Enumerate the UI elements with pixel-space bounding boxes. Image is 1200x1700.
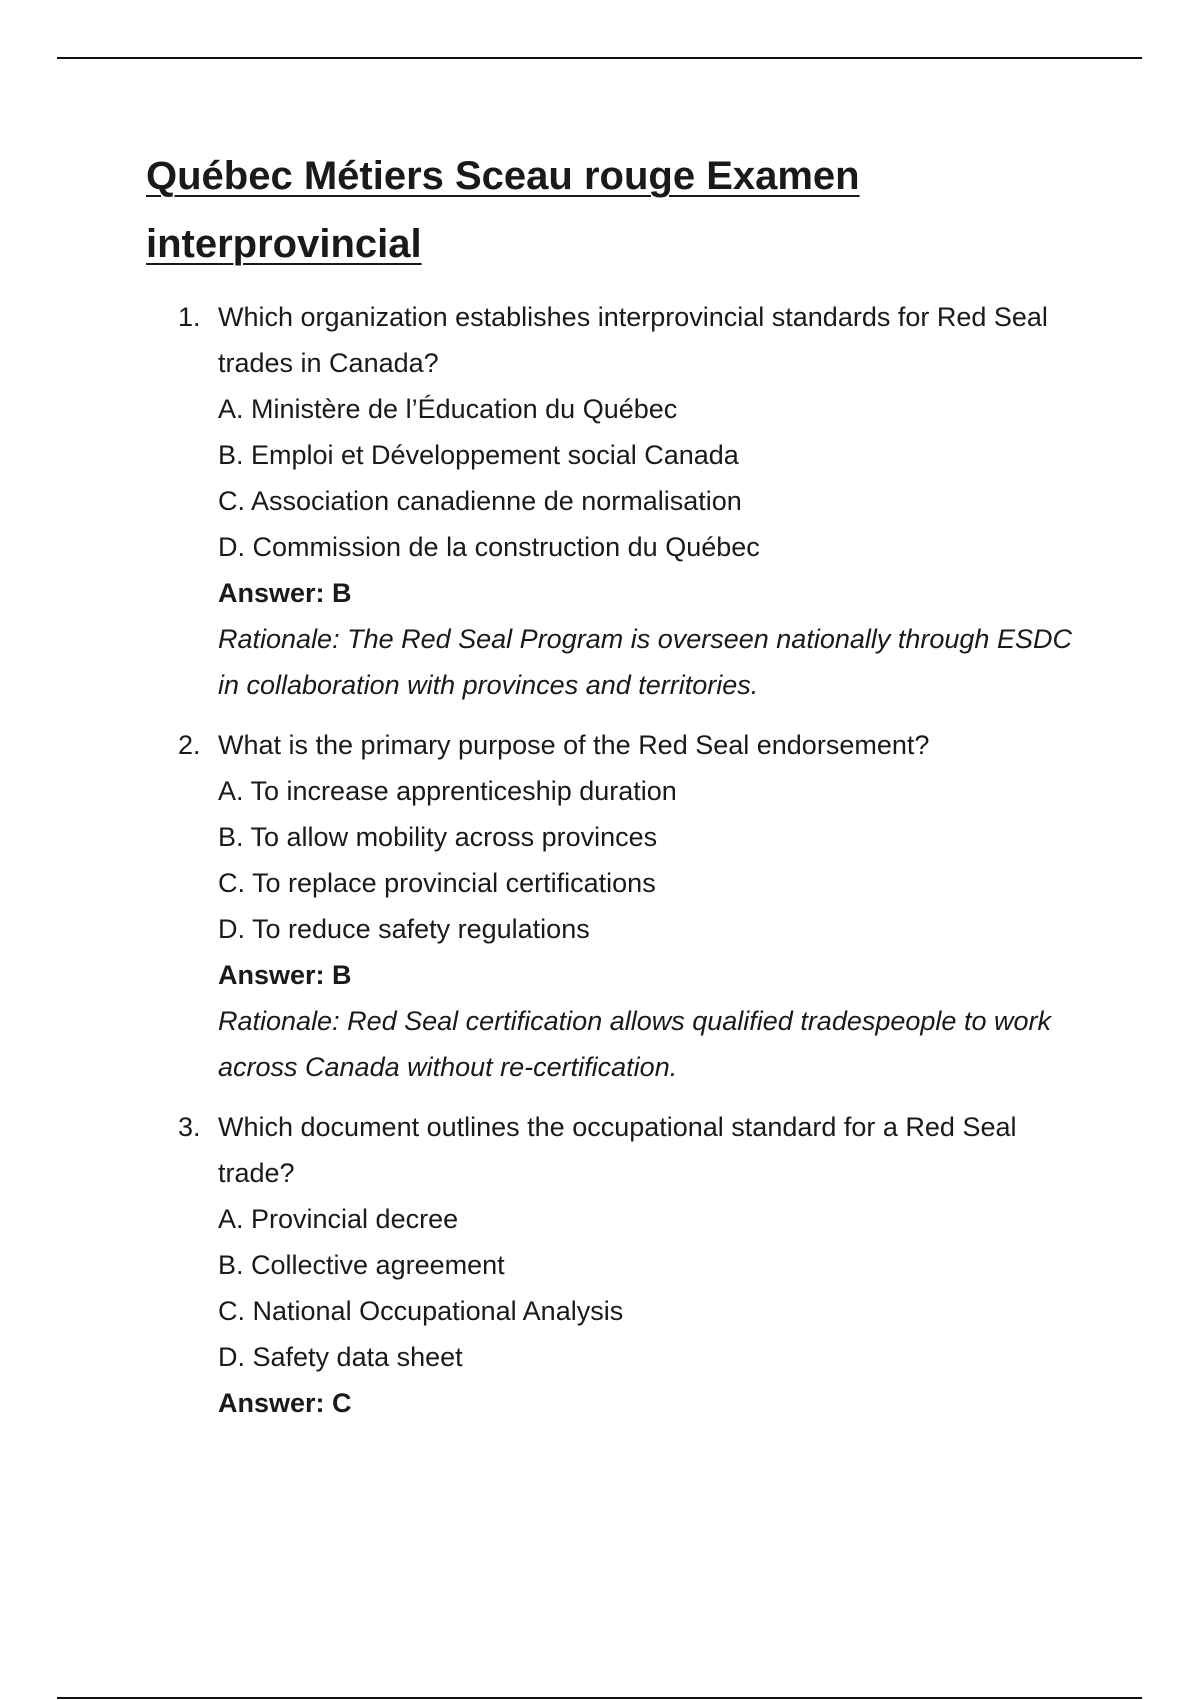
bottom-rule [57, 1697, 1142, 1699]
option-a: A. Provincial decree [218, 1204, 459, 1234]
question-number: 2. [178, 730, 201, 760]
option-c: C. Association canadienne de normalisation [218, 486, 742, 516]
rationale: Rationale: The Red Seal Program is overseen nationally through ESDC in collaboration with provinces and territories. [218, 624, 1072, 700]
question-2 [146, 722, 1086, 1090]
option-b: B. To allow mobility across provinces [218, 822, 658, 852]
option-b: B. Emploi et Développement social Canada [218, 440, 739, 470]
option-a: A. To increase apprenticeship duration [218, 776, 677, 806]
option-d: D. Safety data sheet [218, 1342, 463, 1372]
option-d: D. To reduce safety regulations [218, 914, 590, 944]
option-c: C. National Occupational Analysis [218, 1296, 624, 1326]
top-rule [57, 57, 1142, 59]
option-b: B. Collective agreement [218, 1250, 505, 1280]
question-3 [146, 1104, 1086, 1426]
question-number: 3. [178, 1112, 201, 1142]
answer: Answer: B [218, 578, 352, 608]
question-number: 1. [178, 302, 201, 332]
option-a: A. Ministère de l’Éducation du Québec [218, 394, 678, 424]
answer: Answer: C [218, 1388, 352, 1418]
question-text: Which document outlines the occupational standard for a Red Seal trade? [218, 1112, 1017, 1188]
document-title [146, 142, 1086, 278]
rationale: Rationale: Red Seal certification allows qualified tradespeople to work across Canada without re-certification. [218, 1006, 1051, 1082]
option-d: D. Commission de la construction du Québec [218, 532, 760, 562]
answer: Answer: B [218, 960, 352, 990]
question-list [146, 294, 1086, 1426]
document-body [146, 142, 1086, 1440]
document-title-text: Québec Métiers Sceau rouge Examen interprovincial [146, 154, 860, 266]
question-text: What is the primary purpose of the Red Seal endorsement? [218, 730, 930, 760]
question-1 [146, 294, 1086, 708]
option-c: C. To replace provincial certifications [218, 868, 656, 898]
question-text: Which organization establishes interprovincial standards for Red Seal trades in Canada? [218, 302, 1048, 378]
